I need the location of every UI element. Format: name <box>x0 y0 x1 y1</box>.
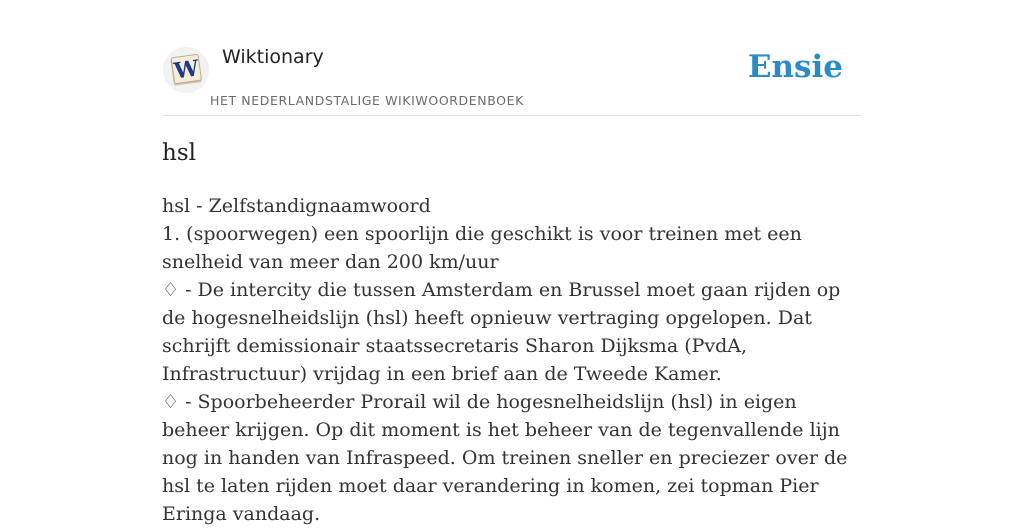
example-sentence: ♢ - De intercity die tussen Amsterdam en Brussel moet gaan rijden op de hogesnelheidslijn (hsl) heeft opnieuw vertraging opgelopen. Dat schrijft demissionair staatssecretaris Sharon Dijksma (PvdA, Infrastructuur) vrijdag in een brief aan de Tweede Kamer. <box>162 279 841 385</box>
definition-block <box>162 192 867 528</box>
site-name[interactable]: Wiktionary <box>222 46 324 68</box>
ensie-brand-link[interactable]: Ensie <box>747 49 843 85</box>
site-subtitle: HET NEDERLANDSTALIGE WIKIWOORDENBOEK <box>210 93 524 108</box>
definition-text: 1. (spoorwegen) een spoorlijn die geschikt is voor treinen met een snelheid van meer dan 200 km/uur <box>162 223 802 273</box>
header-divider <box>162 115 862 116</box>
svg-text:W: W <box>172 55 201 85</box>
example-sentence: ♢ - Spoorbeheerder Prorail wil de hogesnelheidslijn (hsl) in eigen beheer krijgen. Op dit moment is het beheer van de tegenvallende lijn nog in handen van Infraspeed. Om treinen sneller en preciezer over de hsl te laten rijden moet daar verandering in komen, zei topman Pier Eringa vandaag. <box>162 391 848 525</box>
part-of-speech-line: hsl - Zelfstandignaamwoord <box>162 195 431 217</box>
wiktionary-logo-icon[interactable] <box>163 47 209 93</box>
page-title: hsl <box>162 140 196 166</box>
